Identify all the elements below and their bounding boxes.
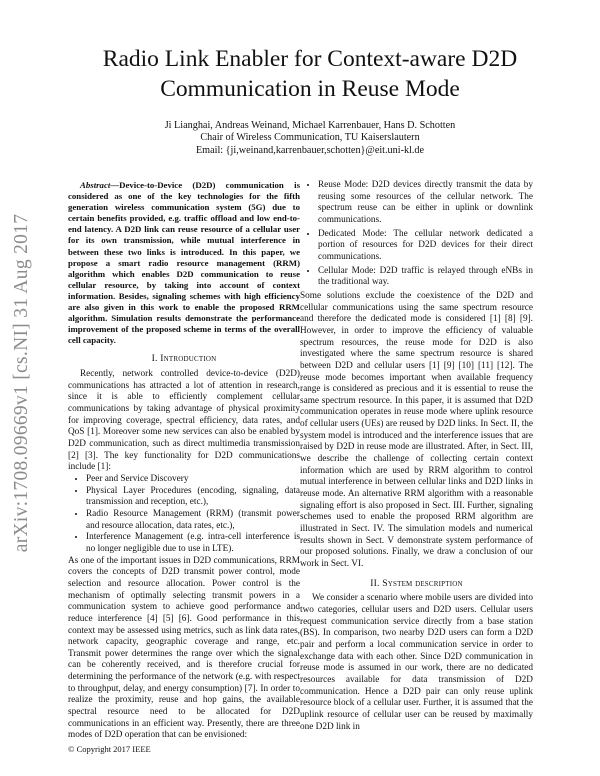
title-line-2: Communication in Reuse Mode [160,76,460,102]
d2d-modes-list [300,180,533,289]
abstract-text: —Device-to-Device (D2D) communication is considered as one of the key technologies for the fifth generation wireless communication system (5G) due to certain benefits provided, e.g. traffic offload and low end-to-end latency. A D2D link can reuse resource of a cellular user for its own transmission, while mutual interference in between these two links is introduced. In this paper, we propose a smart radio resource management (RRM) algorithm which enables D2D communication to reuse cellular resource, by taking into account of context information. Besides, signaling schemes with high efficiency are also given in this work to enable the proposed RRM algorithm. Simulation results demonstrate the performance improvement of the proposed scheme in terms of the overall cell capacity. [68,180,300,346]
arxiv-sidebar-stamp [4,213,40,553]
abstract [68,180,300,346]
list-item: • Radio Resource Management (RRM) (transmit power and resource allocation, data rates, etc.), [86,509,300,532]
functionality-list [68,474,300,556]
intro-paragraph-1: Recently, network controlled device-to-device (D2D) communications has attracted a lot of attention in research, since it is able to efficiently complement cellular communications by taking advantage of physical proximity for improving coverage, spectral efficiency, data rates, and QoS [1]. Moreover some new services can also be enabled by D2D communication, such as direct multimedia transmission [2] [3]. The key functionality for D2D communications include [1]: [68,369,300,473]
list-item: • Cellular Mode: D2D traffic is relayed through eNBs in the traditional way. [318,266,533,289]
abstract-label: Abstract [80,180,111,190]
list-item: • Reuse Mode: D2D devices directly transmit the data by reusing some resources of the cellular network. The spectrum reuse can be either in uplink or downlink communications. [318,180,533,227]
intro-paragraph-3: Some solutions exclude the coexistence of the D2D and cellular communications using the same spectrum resource and therefore the dedicated mode is considered [1] [8] [9]. However, in order to improve the efficiency of valuable spectrum resources, the reuse mode for D2D is also investigated where the same spectrum resource is shared between D2D and cellular users [1] [9] [10] [11] [12]. The reuse mode becomes important when available frequency range is considered as precious and it is essential to reuse the same spectrum resource. In this paper, it is assumed that D2D communication operates in reuse mode where uplink resource of cellular users (UEs) are reused by D2D links. In Sect. II, the system model is introduced and the interference issues that are raised by D2D in reuse mode are illustrated. After, in Sect. III, we describe the challenge of collecting certain context information which are used by RRM algorithm to control mutual interference in between cellular links and D2D links in reuse mode. An alternative RRM algorithm with a reasonable signaling effort is also proposed in Sect. III. Further, signaling schemes used to enable the proposed RRM algorithm are illustrated in Sect. IV. The simulation models and numerical results shown in Sect. V demonstrate system performance of our proposed solutions. Finally, we draw a conclusion of our work in Sect. VI. [300,290,533,569]
author-email: Email: {ji,weinand,karrenbauer,schotten}@eit.uni-kl.de [195,144,425,156]
paper-title [60,44,560,104]
title-line-1: Radio Link Enabler for Context-aware D2D [102,46,518,72]
list-item: • Physical Layer Procedures (encoding, signaling, data transmission and reception, etc.), [86,486,300,509]
arxiv-identifier: arXiv:1708.09669v1 [cs.NI] 31 Aug 2017 [11,213,32,553]
left-column [68,180,300,756]
list-item: • Interference Management (e.g. intra-cell interference is no longer negligible due to use in LTE). [86,532,300,555]
system-paragraph-1: We consider a scenario where mobile users are divided into two categories, cellular users and D2D users. Cellular users request communication service directly from a base station (BS). In comparison, two nearby D2D users can form a D2D pair and perform a local communication service in order to exchange data with each other. Since D2D communication in reuse mode is assumed in our work, there are no dedicated resources available for data transmission of D2D communication. Hence a D2D pair can only reuse uplink resource block of a cellular user. Further, it is assumed that the uplink resource of cellular user can be reused by maximally one D2D link in [300,593,533,732]
author-affiliation: Chair of Wireless Communication, TU Kaiserslautern [200,132,420,144]
intro-paragraph-2: As one of the important issues in D2D communications, RRM covers the concepts of D2D transmit power control, mode selection and resource allocation. Power control is the mechanism of optimally selecting transmit powers in a communication system to achieve good performance and reduce interference [4] [5] [6]. Good performance in this context may be assessed using metrics, such as link data rates, network capacity, geographic coverage and range, etc. Transmit power determines the range over which the signal can be coherently received, and is therefore crucial for determining the performance of the network (e.g. with respect to throughput, delay, and energy consumption) [7]. In order to realize the proximity, reuse and hop gains, the available spectral resource need to be allocated for D2D communications in an efficient way. Presently, there are three modes of D2D operation that can be envisioned: [68,555,300,741]
copyright-notice: © Copyright 2017 IEEE [68,744,151,755]
author-names: Ji Lianghai, Andreas Weinand, Michael Karrenbauer, Hans D. Schotten [164,120,456,131]
right-column [300,180,533,733]
section-heading-introduction: I. Introduction [151,353,217,365]
section-heading-system-description: II. System description [370,577,463,589]
author-block [60,120,560,157]
list-item: • Dedicated Mode: The cellular network dedicated a portion of resources for D2D devices for their direct communications. [318,229,533,264]
list-item: • Peer and Service Discovery [86,474,300,486]
